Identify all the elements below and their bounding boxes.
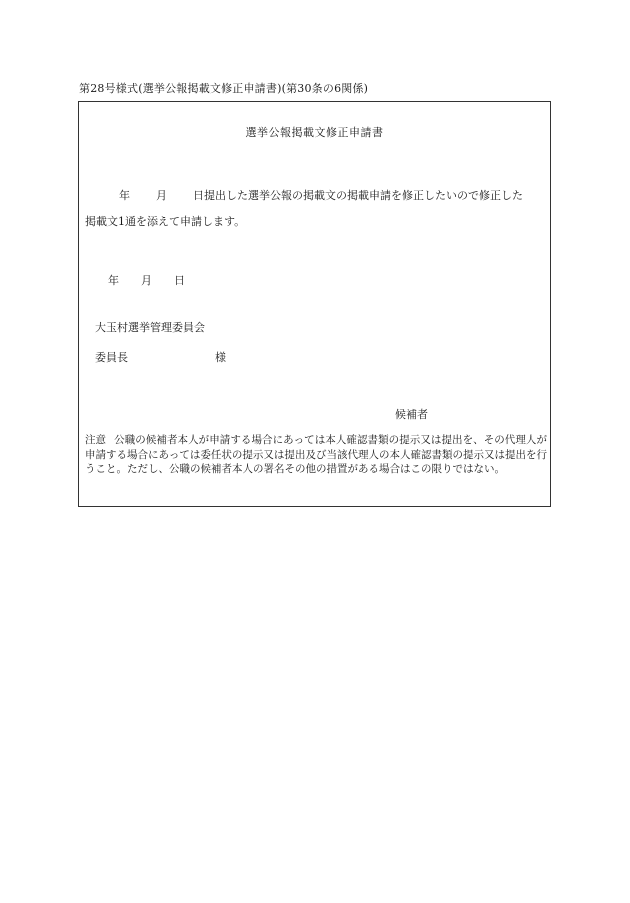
date-day-label: 日 — [174, 274, 185, 287]
form-number-header: 第28号様式(選挙公報掲載文修正申請書)(第30条の6関係) — [79, 82, 369, 95]
honorific-sama: 様 — [215, 351, 226, 364]
date-year-label: 年 — [108, 274, 119, 287]
body-year-label: 年 — [119, 189, 130, 202]
notice-body: 公職の候補者本人が申請する場合にあっては本人確認書類の提示又は提出を、その代理人が申請する場合にあっては委任状の提示又は提出及び当該代理人の本人確認書類の提示又は提出を行うこと。ただし、公職の候補者本人の署名その他の措置がある場合はこの限りではない。 — [85, 434, 547, 475]
body-text-1: 提出した選挙公報の掲載文の掲載申請を修正したいので修正した — [204, 189, 523, 202]
date-month-label: 月 — [141, 274, 152, 287]
body-text-line-2: 掲載文1通を添えて申請します。 — [85, 215, 246, 228]
committee-name: 大玉村選挙管理委員会 — [95, 321, 205, 334]
application-form — [78, 101, 551, 507]
submission-date — [108, 274, 185, 287]
notice-text — [85, 433, 547, 477]
body-day-label: 日 — [193, 189, 204, 202]
notice-label: 注意 — [85, 434, 107, 446]
candidate-label: 候補者 — [395, 408, 428, 421]
body-text-line-1 — [119, 189, 523, 202]
form-title: 選挙公報掲載文修正申請書 — [245, 126, 384, 139]
body-month-label: 月 — [156, 189, 167, 202]
chairman-title: 委員長 — [95, 351, 128, 364]
